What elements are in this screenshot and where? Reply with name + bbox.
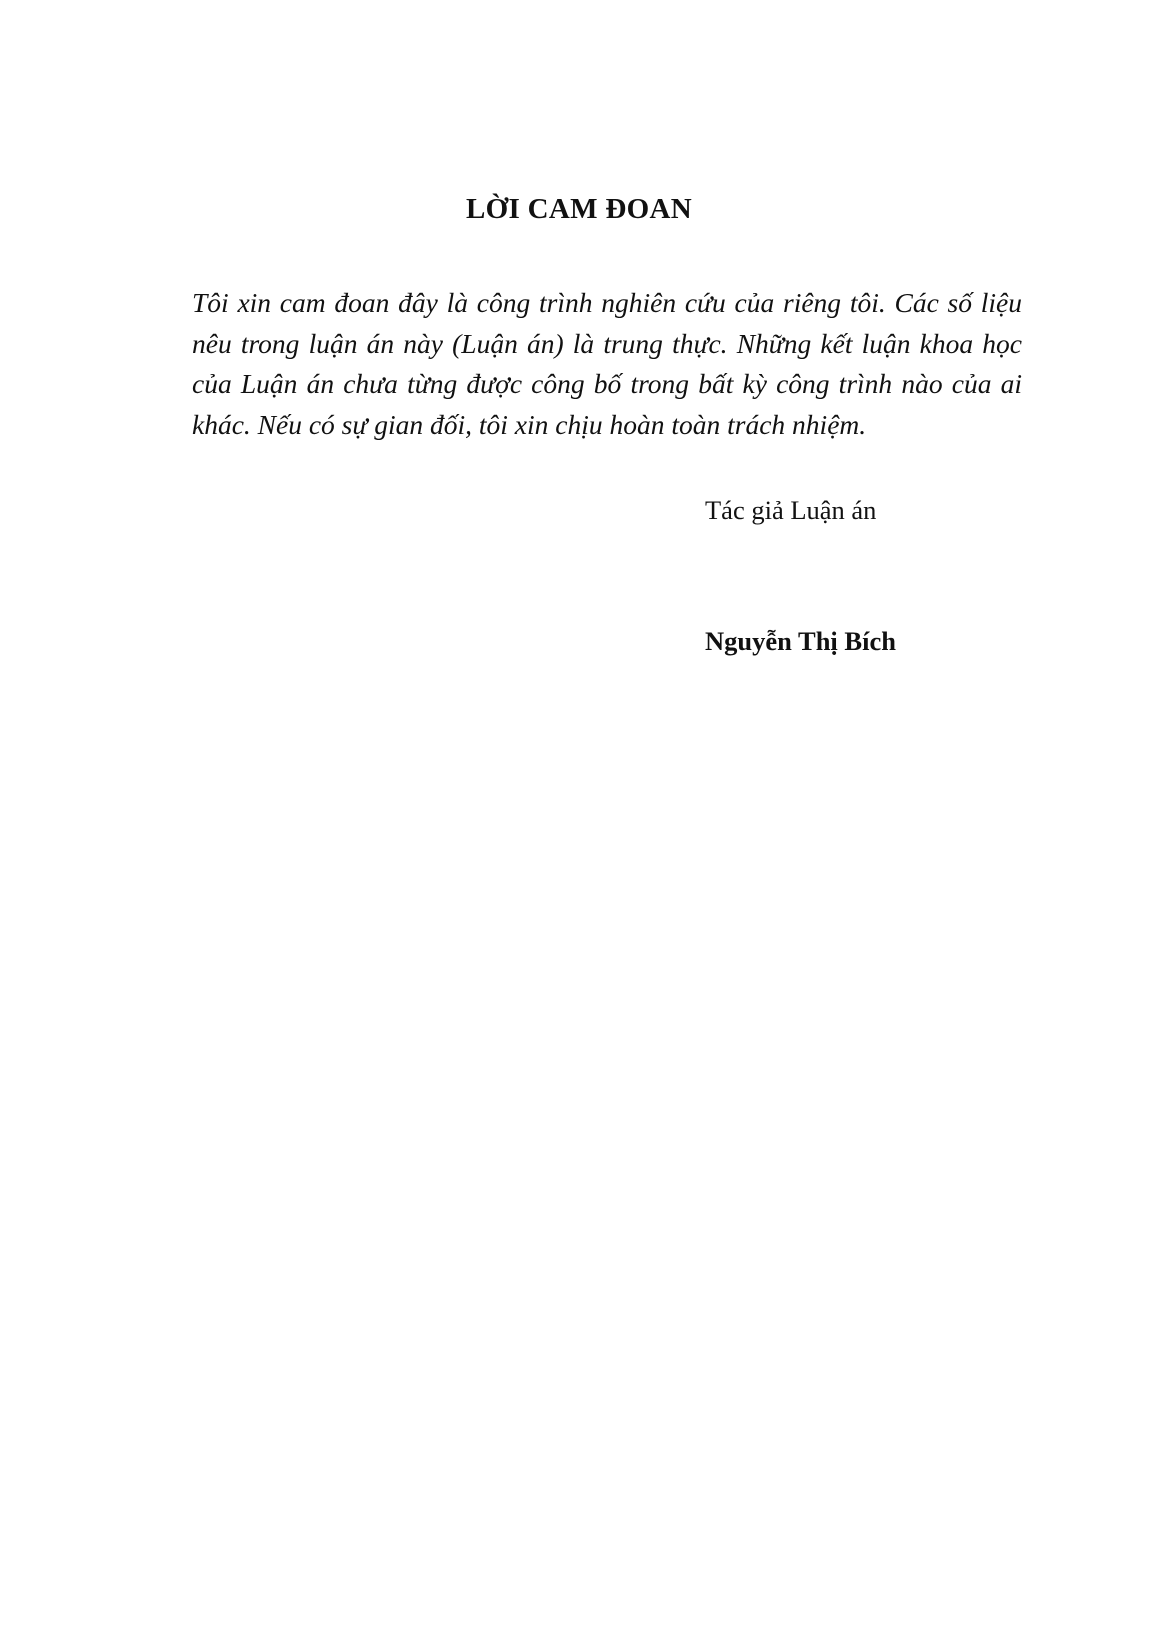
declaration-statement: Tôi xin cam đoan đây là công trình nghiên cứu của riêng tôi. Các số liệu nêu trong luận án này (Luận án) là trung thực. Những kết luận khoa học của Luận án chưa từng được công bố trong bất kỳ công trình nào của ai khác. Nếu có sự gian đối, tôi xin chịu hoàn toàn trách nhiệm. bbox=[192, 287, 1022, 440]
author-name: Nguyễn Thị Bích bbox=[705, 626, 896, 656]
page-title: LỜI CAM ĐOAN bbox=[466, 193, 692, 225]
author-label: Tác giả Luận án bbox=[705, 495, 877, 525]
